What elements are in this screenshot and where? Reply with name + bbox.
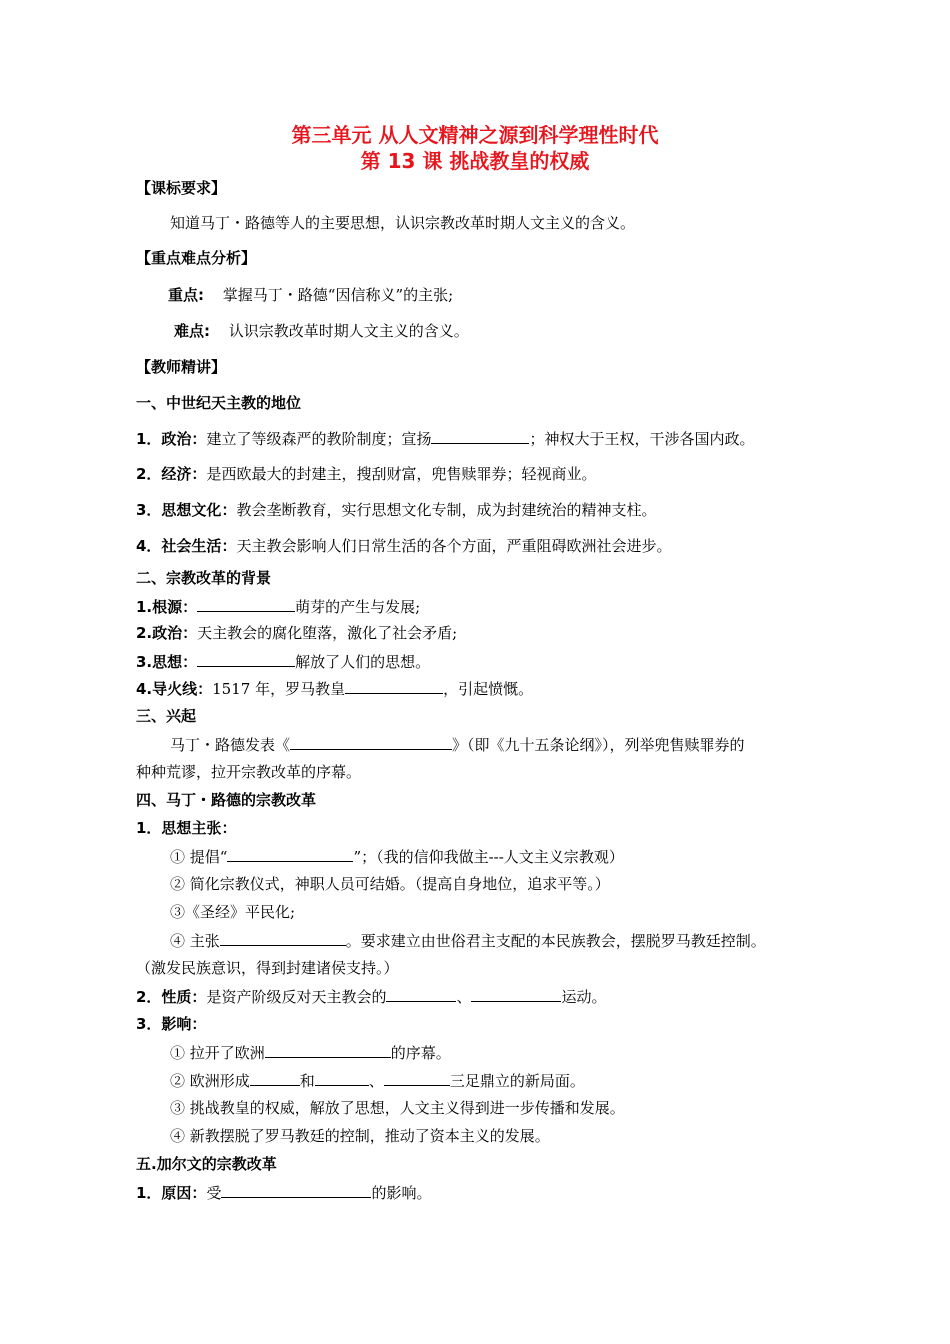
curriculum-text: 知道马丁・路德等人的主要思想，认识宗教改革时期人文主义的含义。 (170, 214, 636, 232)
s3-paragraph-line-2: 种种荒谬，拉开宗教改革的序幕。 (136, 763, 362, 781)
s2-item-origin (136, 596, 420, 617)
curriculum-heading: 【课标要求】 (136, 179, 227, 197)
fill-blank[interactable] (384, 1070, 450, 1086)
s4-idea-4 (170, 930, 766, 951)
s2-item-trigger (136, 678, 533, 699)
section-5-heading: 五.加尔文的宗教改革 (136, 1155, 277, 1173)
s1-item-society (136, 536, 671, 556)
s4-text: 的序幕。 (390, 1044, 451, 1062)
s3-text: 马丁・路德发表《 (170, 736, 291, 754)
s4-item-label: 2．性质： (136, 988, 207, 1006)
fill-blank[interactable] (250, 1070, 300, 1086)
s1-item-text: 建立了等级森严的教阶制度；宣扬 (206, 430, 432, 448)
fill-blank[interactable] (221, 1182, 371, 1198)
s2-item-text: ，引起愤慨。 (443, 680, 534, 698)
s4-text: 。要求建立由世俗君主支配的本民族教会，摆脱罗马教廷控制。 (345, 932, 766, 950)
s3-text: 》（即《九十五条论纲》），列举兜售赎罪券的 (452, 736, 745, 754)
lecture-heading: 【教师精讲】 (136, 358, 227, 376)
s4-idea-4-note: （激发民族意识，得到封建诸侯支持。） (136, 959, 399, 977)
s2-item-label: 3.思想： (136, 653, 198, 671)
section-1-heading: 一、中世纪天主教的地位 (136, 394, 302, 412)
key-point-row (168, 285, 453, 305)
s4-item-label: 3．影响： (136, 1015, 207, 1033)
s1-item-text: 是西欧最大的封建主，搜刮财富，兜售赎罪券；轻视商业。 (206, 465, 597, 483)
section-4-heading: 四、马丁・路德的宗教改革 (136, 791, 317, 809)
s4-text: 、 (368, 1072, 384, 1090)
s2-item-label: 4.导火线： (136, 680, 213, 698)
s2-item-text: 解放了人们的思想。 (295, 653, 431, 671)
s4-text: 、 (456, 988, 472, 1006)
fill-blank[interactable] (431, 428, 529, 444)
s4-text: 三足鼎立的新局面。 (449, 1072, 585, 1090)
key-point-label: 重点: (168, 286, 204, 304)
s1-item-label: 4．社会生活： (136, 537, 237, 555)
s4-text: 和 (299, 1072, 315, 1090)
fill-blank[interactable] (386, 986, 456, 1002)
section-2-heading: 二、宗教改革的背景 (136, 569, 272, 587)
s2-item-text: 天主教会的腐化堕落，激化了社会矛盾; (197, 624, 458, 642)
s1-item-text: 教会垄断教育，实行思想文化专制，成为封建统治的精神支柱。 (236, 501, 657, 519)
s2-item-text: 1517 年，罗马教皇 (212, 680, 346, 698)
s5-item-label: 1．原因： (136, 1184, 207, 1202)
s4-text: ”；（我的信仰我做主---人文主义宗教观） (353, 848, 624, 866)
s4-item-label: 1．思想主张： (136, 819, 237, 837)
s4-text: ① 拉开了欧洲 (170, 1044, 265, 1062)
key-point-text: 掌握马丁・路德“因信称义”的主张; (222, 286, 454, 304)
s2-item-thought (136, 651, 430, 672)
fill-blank[interactable] (290, 734, 452, 750)
fill-blank[interactable] (345, 678, 443, 694)
s5-text: 受 (206, 1184, 222, 1202)
s4-item-impact (136, 1014, 206, 1034)
s1-item-politics (136, 428, 754, 449)
s2-item-politics (136, 623, 457, 643)
s1-item-label: 1．政治： (136, 430, 207, 448)
s1-item-culture (136, 500, 656, 520)
s4-impact-3: ③ 挑战教皇的权威，解放了思想，人文主义得到进一步传播和发展。 (170, 1099, 625, 1117)
unit-title: 第三单元 从人文精神之源到科学理性时代 (291, 123, 659, 147)
s2-item-label: 2.政治： (136, 624, 198, 642)
fill-blank[interactable] (227, 846, 353, 862)
s4-text: ① 提倡“ (170, 848, 228, 866)
s1-item-text: ；神权大于王权，干涉各国内政。 (529, 430, 755, 448)
s4-idea-2: ② 简化宗教仪式，神职人员可结婚。（提高自身地位，追求平等。） (170, 875, 610, 893)
s4-text: ④ 主张 (170, 932, 220, 950)
hard-point-text: 认识宗教改革时期人文主义的含义。 (228, 322, 469, 340)
s5-text: 的影响。 (371, 1184, 432, 1202)
fill-blank[interactable] (197, 651, 295, 667)
s4-idea-1 (170, 846, 624, 867)
fill-blank[interactable] (315, 1070, 369, 1086)
s1-item-text: 天主教会影响人们日常生活的各个方面，严重阻碍欧洲社会进步。 (236, 537, 672, 555)
hard-point-row (174, 321, 469, 341)
s5-item-cause (136, 1182, 431, 1203)
fill-blank[interactable] (471, 986, 561, 1002)
s1-item-economy (136, 464, 596, 484)
s4-text: ② 欧洲形成 (170, 1072, 250, 1090)
fill-blank[interactable] (197, 596, 295, 612)
s4-impact-1 (170, 1042, 451, 1063)
s4-text: 是资产阶级反对天主教会的 (206, 988, 387, 1006)
s1-item-label: 2．经济： (136, 465, 207, 483)
s4-item-nature (136, 986, 606, 1007)
s1-item-label: 3．思想文化： (136, 501, 237, 519)
s4-item-ideas (136, 818, 236, 838)
s3-paragraph-line-1 (170, 734, 745, 755)
fill-blank[interactable] (265, 1042, 391, 1058)
s4-idea-3: ③《圣经》平民化; (170, 903, 296, 921)
hard-point-label: 难点: (174, 322, 210, 340)
lesson-title: 第 13 课 挑战教皇的权威 (360, 149, 590, 173)
keypoints-heading: 【重点难点分析】 (136, 249, 257, 267)
s2-item-text: 萌芽的产生与发展; (295, 598, 421, 616)
section-3-heading: 三、兴起 (136, 707, 197, 725)
s4-impact-2 (170, 1070, 585, 1091)
s4-impact-4: ④ 新教摆脱了罗马教廷的控制，推动了资本主义的发展。 (170, 1127, 550, 1145)
s4-text: 运动。 (561, 988, 607, 1006)
s2-item-label: 1.根源： (136, 598, 198, 616)
fill-blank[interactable] (220, 930, 346, 946)
